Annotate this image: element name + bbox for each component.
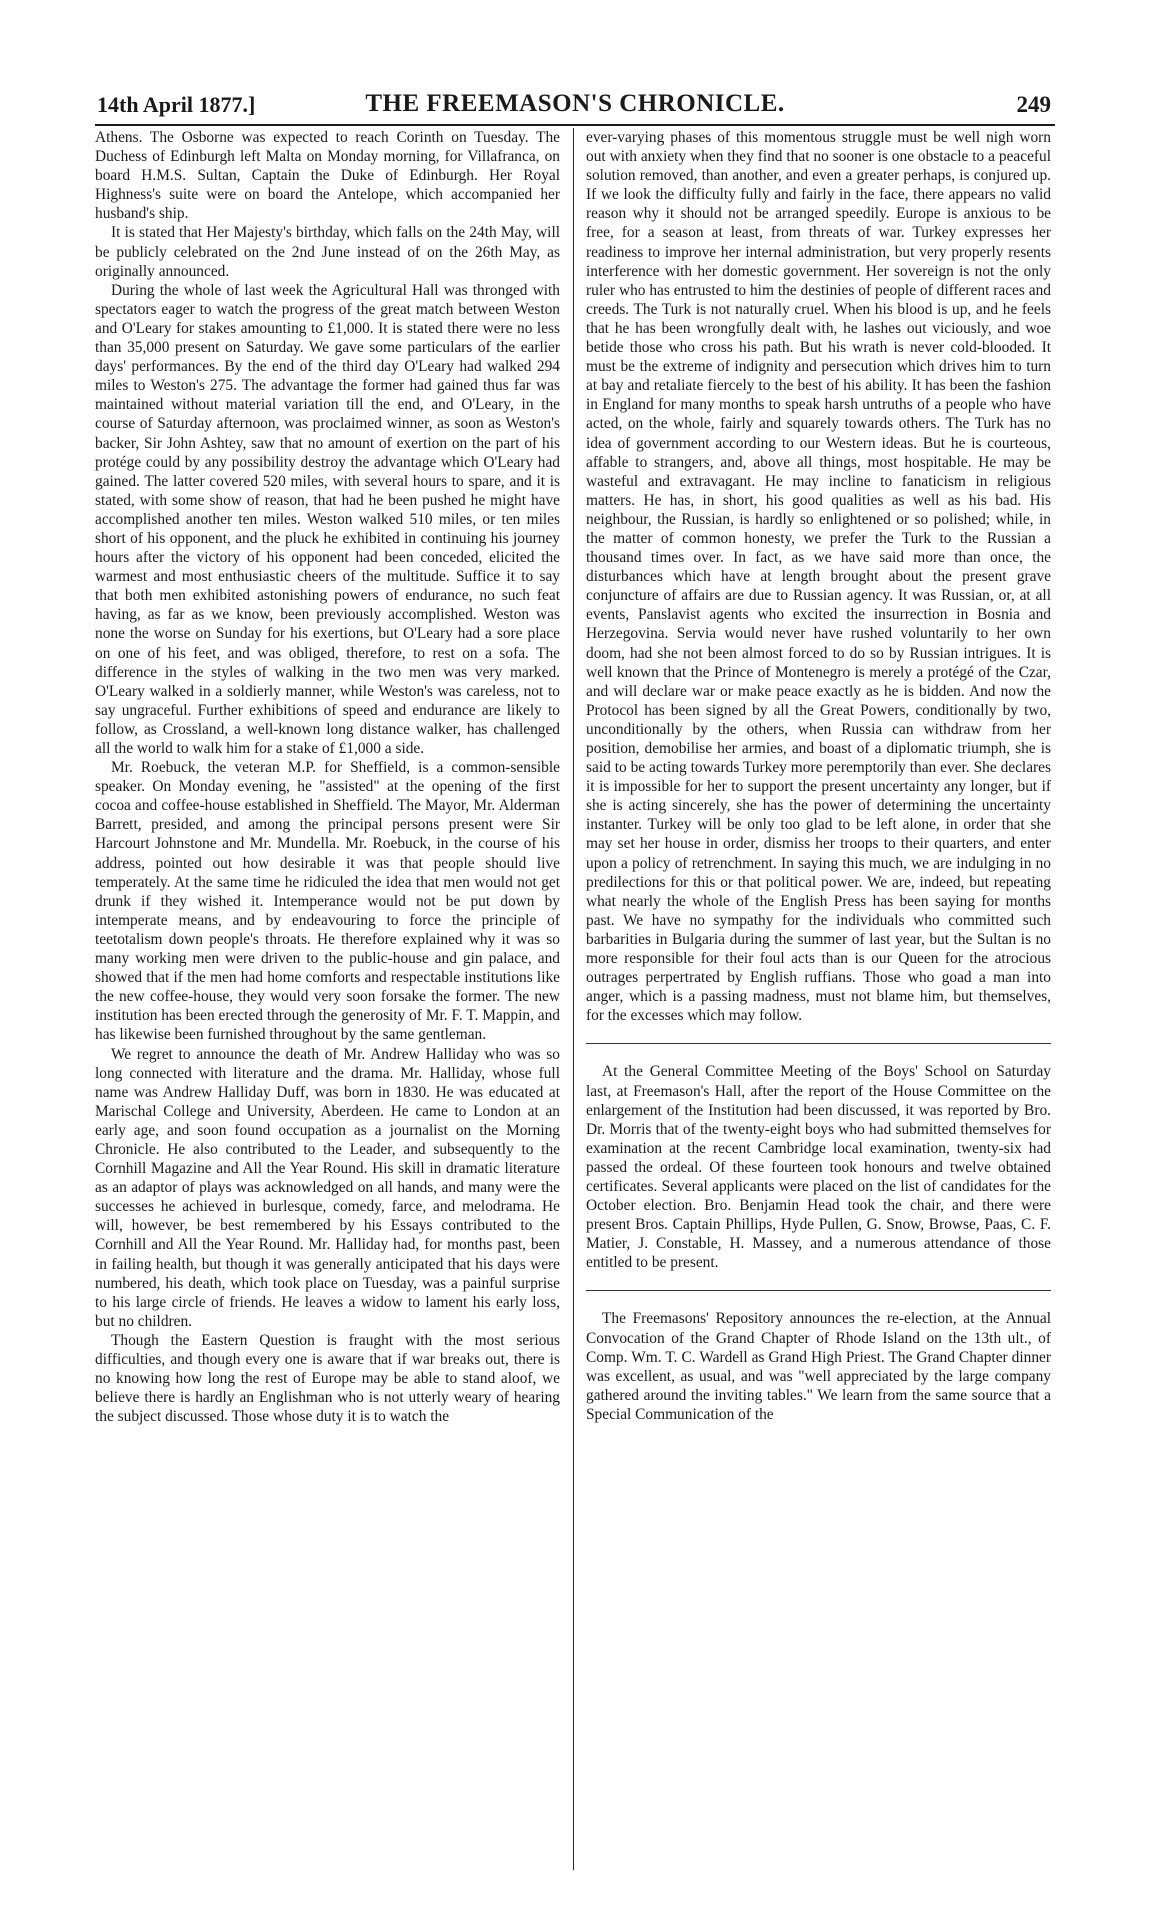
paragraph: It is stated that Her Majesty's birthday, which falls on the 24th May, will be publicly celebrated on the 2nd June instead of on the 26th May, as originally announced. bbox=[95, 224, 560, 280]
paragraph: Though the Eastern Question is fraught with the most serious difficulties, and though every one is aware that if war breaks out, there is no knowing how long the rest of Europe may be able to stand aloof, we believe there is hardly an Englishman who is not utterly weary of hearing the subject discussed. Those whose duty it is to watch the bbox=[95, 1331, 560, 1426]
paragraph: Athens. The Osborne was expected to reach Corinth on Tuesday. The Duchess of Edinburgh left Malta on Monday morning, for Villafranca, on board H.M.S. Sultan, Captain the Duke of Edinburgh. Her Royal Highness's suite were on board the Antelope, which accompanied her husband's ship. bbox=[95, 129, 560, 223]
newspaper-page bbox=[95, 84, 1055, 1426]
paragraph: We regret to announce the death of Mr. Andrew Halliday who was so long connected with literature and the drama. Mr. Halliday, whose full name was Andrew Halliday Duff, was born in 1830. He was educated at Marischal College and University, Aberdeen. He came to London at an early age, and soon found occupation as a journalist on the Morning Chronicle. He also contributed to the Leader, and subsequently to the Cornhill Magazine and All the Year Round. His skill in dramatic literature as an adaptor of plays was acknowledged on all hands, and many were the successes he achieved in burlesque, comedy, farce, and melodrama. He will, however, be best remembered by his Essays contributed to the Cornhill and All the Year Round. Mr. Halliday had, for months past, been in failing health, but though it was generally anticipated that his days were numbered, his death, which took place on Tuesday, was a painful surprise to his large circle of friends. He leaves a widow to lament his early loss, but no children. bbox=[95, 1045, 560, 1330]
column-divider bbox=[573, 128, 574, 1870]
paragraph: The Freemasons' Repository announces the re-election, at the Annual Convocation of the Grand Chapter of Rhode Island on the 13th ult., of Comp. Wm. T. C. Wardell as Grand High Priest. The Grand Chapter dinner was excellent, as usual, and was "well appreciated by the large company gathered around the inviting tables." We learn from the same source that a Special Communication of the bbox=[586, 1310, 1051, 1423]
section-divider bbox=[586, 1290, 1051, 1291]
paragraph: At the General Committee Meeting of the Boys' School on Saturday last, at Freemason's Hall, after the report of the House Committee on the enlargement of the Institution had been discussed, it was reported by Bro. Dr. Morris that of the twenty-eight boys who had submitted themselves for examination at the recent Cambridge local examination, twenty-six had passed the ordeal. Of these fourteen took honours and twelve obtained certificates. Several applicants were placed on the list of candidates for the October election. Bro. Benjamin Head took the chair, and there were present Bros. Captain Phillips, Hyde Pullen, G. Snow, Browse, Paas, C. F. Matier, J. Constable, H. Massey, and a numerous attendance of those entitled to be present. bbox=[586, 1063, 1051, 1272]
article-columns bbox=[95, 128, 1055, 1870]
issue-date: 14th April 1877.] bbox=[97, 92, 256, 117]
right-column bbox=[586, 128, 1051, 1870]
left-column bbox=[95, 128, 560, 1870]
masthead bbox=[95, 84, 1055, 126]
paragraph: ever-varying phases of this momentous struggle must be well nigh worn out with anxiety when they find that no sooner is one obstacle to a peaceful solution removed, than another, and even a greater perhaps, is conjured up. If we look the difficulty fully and fairly in the face, there appears no valid reason why it should not be arranged speedily. Europe is anxious to be free, for a season at least, from threats of war. Turkey expresses her readiness to improve her internal administration, but very properly resents interference with her domestic government. Her sovereign is not the only ruler who has entrusted to him the destinies of people of different races and creeds. The Turk is not naturally cruel. When his blood is up, and he feels that he has been wrongfully dealt with, he lashes out viciously, and woe betide those who cross his path. But his wrath is never cold-blooded. It must be the extreme of indignity and persecution which drives him to turn at bay and retaliate fiercely to the best of his ability. It has been the fashion in England for many months to speak harsh untruths of a people who have acted, on the whole, fairly and squarely towards others. The Turk has no idea of government according to our Western ideas. But he is courteous, affable to strangers, and, above all things, most hospitable. He may be wasteful and extravagant. He may incline to fanaticism in religious matters. He has, in short, his good qualities as well as his bad. His neighbour, the Russian, is hardly so enlightened or so polished; while, in the matter of common honesty, we prefer the Turk to the Russian a thousand times over. In fact, as we have said more than once, the disturbances which have at length brought about the present grave conjuncture of affairs are due to Russian agency. It was Russian, or, at all events, Panslavist agents who excited the insurrection in Bosnia and Herzegovina. Servia would never have rushed voluntarily to her own doom, had she not been almost forced to do so by Russian intrigues. It is well known that the Prince of Montenegro is merely a protégé of the Czar, and will declare war or make peace exactly as he is bidden. And now the Protocol has been signed by all the Great Powers, conditionally by two, unconditionally by the others, when Russia can withdraw from her position, demobilise her armies, and boast of a diplomatic triumph, she is said to be acting towards Turkey more peremptorily than ever. She declares it is impossible for her to support the present uncertainty any longer, but if she is acting sincerely, she has the power of determining the uncertainty instanter. Turkey will be only too glad to be left alone, in order that she may set her house in order, dismiss her troops to their quarters, and enter upon a policy of retrenchment. In saying this much, we are indulging in no predilections for this or that political power. We are, indeed, but repeating what nearly the whole of the English Press has been saying for months past. We have no sympathy for the individuals who committed such barbarities in Bulgaria during the summer of last year, but the Sultan is no more responsible for their foul acts than is our Queen for the atrocious outrages perpertrated by English ruffians. Those who goad a man into anger, which is a passing madness, must not blame him, but themselves, for the excesses which may follow. bbox=[586, 129, 1051, 1025]
publication-title: THE FREEMASON'S CHRONICLE. bbox=[365, 90, 785, 117]
paragraph: During the whole of last week the Agricultural Hall was thronged with spectators eager to watch the progress of the great match between Weston and O'Leary for stakes amounting to £1,000. It is stated there were no less than 35,000 present on Saturday. We gave some particulars of the earlier days' performances. By the end of the third day O'Leary had walked 294 miles to Weston's 275. The advantage the former had gained thus far was maintained without material variation till the end, and O'Leary, in the course of Saturday afternoon, was proclaimed winner, as soon as Weston's backer, Sir John Ashtey, saw that no amount of exertion on the part of his protége could by any possibility destroy the advantage which O'Leary had gained. The latter covered 520 miles, with several hours to spare, and it is stated, with some show of reason, that had he been pushed he might have accomplished another ten miles. Weston walked 510 miles, or ten miles short of his opponent, and the pluck he exhibited in continuing his journey hours after the victory of his opponent had been conceded, elicited the warmest and most enthusiastic cheers of the multitude. Suffice it to say that both men exhibited astonishing powers of endurance, no such feat having, as far as we know, been previously accomplished. Weston was none the worse on Sunday for his exertions, but O'Leary had a sore place on one of his feet, and was obliged, therefore, to rest on a sofa. The difference in the styles of walking in the two men was very marked. O'Leary walked in a soldierly manner, while Weston's was careless, not to say ungraceful. Further exhibitions of speed and endurance are likely to follow, as Crossland, a well-known long distance walker, has challenged all the world to walk him for a stake of £1,000 a side. bbox=[95, 281, 560, 757]
paragraph: Mr. Roebuck, the veteran M.P. for Sheffield, is a common-sensible speaker. On Monday evening, he "assisted" at the opening of the first cocoa and coffee-house established in Sheffield. The Mayor, Mr. Alderman Barrett, presided, and among the principal persons present were Sir Harcourt Johnstone and Mr. Mundella. Mr. Roebuck, in the course of his address, pointed out how desirable it was that people should live temperately. At the same time he ridiculed the idea that men would not get drunk if they wished it. Intemperance would not be put down by intemperate means, and by endeavouring to force the principle of teetotalism down people's throats. He therefore explained why it was so many working men were driven to the public-house and gin palace, and showed that if the men had home comforts and respectable institutions like the new coffee-house, they would very soon forsake the former. The new institution has been erected through the generosity of Mr. F. T. Mappin, and has likewise been furnished throughout by the same gentleman. bbox=[95, 759, 560, 1044]
section-divider bbox=[586, 1043, 1051, 1044]
page-number: 249 bbox=[1016, 92, 1051, 117]
